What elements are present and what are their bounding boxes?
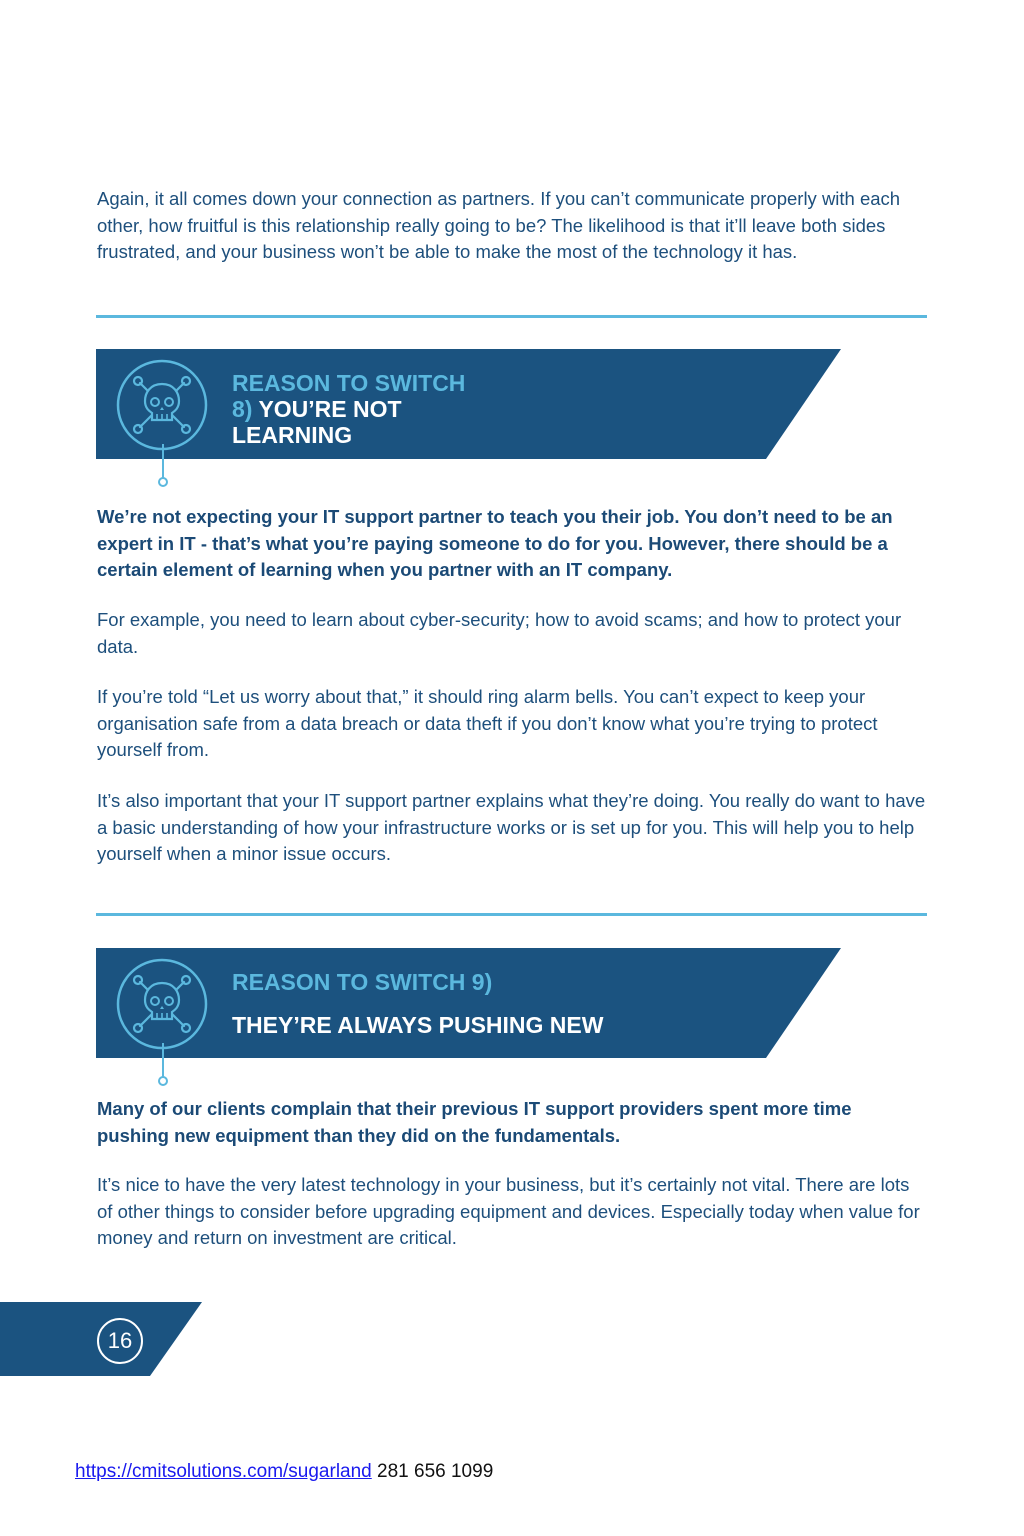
section-8-paragraph: It’s also important that your IT support partner explains what they’re doing. You really do want to have a basic understanding of how your infrastructure works or is set up for you. This will help you to help yourself when a minor issue occurs. [97,790,926,864]
reason-9-banner [96,948,841,1058]
skull-crossbones-icon [114,357,210,453]
title-number: 8) [232,396,253,422]
section-9-lead: Many of our clients complain that their previous IT support providers spent more time pushing new equipment than they did on the fundamentals. [97,1098,852,1146]
section-divider [96,315,927,318]
connector-pin [156,444,170,490]
intro-paragraph: Again, it all comes down your connection as partners. If you can’t communicate properly with each other, how fruitful is this relationship really going to be? The likelihood is that it’ll leave both sides frustrated, and your business won’t be able to make the most of the technology it has. [97,188,901,262]
title-main-line-1: YOU’RE NOT [258,396,402,422]
section-8-paragraph: If you’re told “Let us worry about that,” it should ring alarm bells. You can’t expect to keep your organisation safe from a data breach or data theft if you don’t know what you’re trying to protect yourself from. [97,686,878,760]
skull-crossbones-icon [114,956,210,1052]
reason-8-banner [96,349,841,459]
footer [75,1461,493,1483]
banner-title [232,370,465,448]
title-accent: REASON TO SWITCH 9) [232,969,493,995]
page-number: 16 [97,1318,143,1364]
title-accent: REASON TO SWITCH [232,370,466,396]
section-divider [96,913,927,916]
title-main: THEY’RE ALWAYS PUSHING NEW [232,1012,604,1038]
section-8-paragraph: For example, you need to learn about cyber-security; how to avoid scams; and how to protect your data. [97,609,902,657]
connector-pin [156,1043,170,1089]
section-9-paragraph: It’s nice to have the very latest technology in your business, but it’s certainly not vital. There are lots of other things to consider before upgrading equipment and devices. Especially today when value for money and return on investment are critical. [97,1174,920,1248]
phone-number: 281 656 1099 [377,1461,494,1482]
website-link[interactable]: https://cmitsolutions.com/sugarland [75,1461,372,1482]
title-main-line-2: LEARNING [232,422,353,448]
section-8-lead: We’re not expecting your IT support partner to teach you their job. You don’t need to be an expert in IT - that’s what you’re paying someone to do for you. However, there should be a certain element of learning when you partner with an IT company. [97,506,893,580]
